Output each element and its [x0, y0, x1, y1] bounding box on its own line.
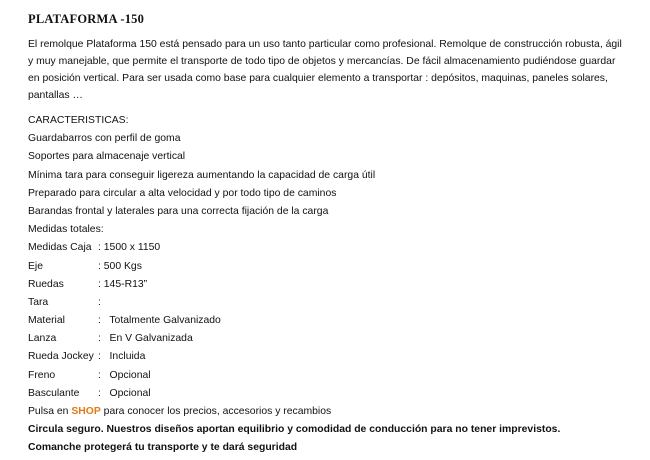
- spec-label: Ruedas: [28, 278, 64, 290]
- closing-statement-brand: Comanche protegerá tu transporte y te dará seguridad: [28, 442, 298, 454]
- spec-value: : 1500 x 1150: [98, 242, 161, 254]
- spec-value: : Opcional: [98, 387, 151, 399]
- spec-row-tare: [28, 294, 628, 312]
- spec-row-box-size: [28, 239, 628, 257]
- spec-value: :: [98, 296, 101, 308]
- spec-value: : 145-R13”: [98, 278, 148, 290]
- closing-statement-safety: Circula seguro. Nuestros diseños aportan equilibrio y comodidad de conducción para no tener imprevistos.: [28, 424, 561, 436]
- spec-label: Eje: [28, 260, 44, 272]
- spec-label: Lanza: [28, 333, 57, 345]
- spec-row-tipping: [28, 385, 628, 403]
- spec-row-wheels: [28, 276, 628, 294]
- shop-suffix: para conocer los precios, accesorios y recambios: [100, 406, 332, 417]
- shop-prefix: Pulsa en: [28, 406, 72, 417]
- spec-value: : Totalmente Galvanizado: [98, 315, 221, 327]
- feature-item: Soportes para almacenaje vertical: [28, 151, 186, 163]
- spec-row-drawbar: [28, 330, 628, 348]
- spec-label: Material: [28, 315, 65, 327]
- spec-label: Basculante: [28, 387, 80, 399]
- spec-value: : Opcional: [98, 369, 151, 381]
- spec-value: : 500 Kgs: [98, 260, 142, 272]
- feature-item: Guardabarros con perfil de goma: [28, 133, 181, 145]
- spec-value: : Incluida: [98, 351, 146, 363]
- intro-paragraph: El remolque Plataforma 150 está pensado para un uso tanto particular como profesional. Remolque de construcción robusta, ágil y muy manejable, que permite el transporte de todo tipo de objetos y mercancías. De fácil almacenamiento pudiéndose guardar en posición vertical. Para ser usada como base para cualquier elemento a transportar : depósitos, maquinas, paneles solares, pantallas …: [28, 39, 622, 101]
- shop-link[interactable]: SHOP: [71, 406, 101, 417]
- spec-label: Medidas Caja: [28, 242, 92, 254]
- measures-heading: Medidas totales:: [28, 224, 104, 236]
- shop-line: [28, 403, 628, 421]
- feature-item: Mínima tara para conseguir ligereza aumentando la capacidad de carga útil: [28, 169, 376, 181]
- product-description: [28, 12, 628, 458]
- product-title: PLATAFORMA -150: [28, 12, 145, 26]
- spec-row-jockey-wheel: [28, 348, 628, 366]
- spec-label: Rueda Jockey: [28, 351, 94, 363]
- spec-row-axle: [28, 258, 628, 276]
- feature-item: Barandas frontal y laterales para una correcta fijación de la carga: [28, 205, 329, 217]
- spec-row-brake: [28, 367, 628, 385]
- features-heading: CARACTERISTICAS:: [28, 115, 129, 126]
- feature-item: Preparado para circular a alta velocidad y por todo tipo de caminos: [28, 187, 337, 199]
- spec-label: Tara: [28, 296, 49, 308]
- spec-row-material: [28, 312, 628, 330]
- spec-value: : En V Galvanizada: [98, 333, 193, 345]
- spec-label: Freno: [28, 369, 56, 381]
